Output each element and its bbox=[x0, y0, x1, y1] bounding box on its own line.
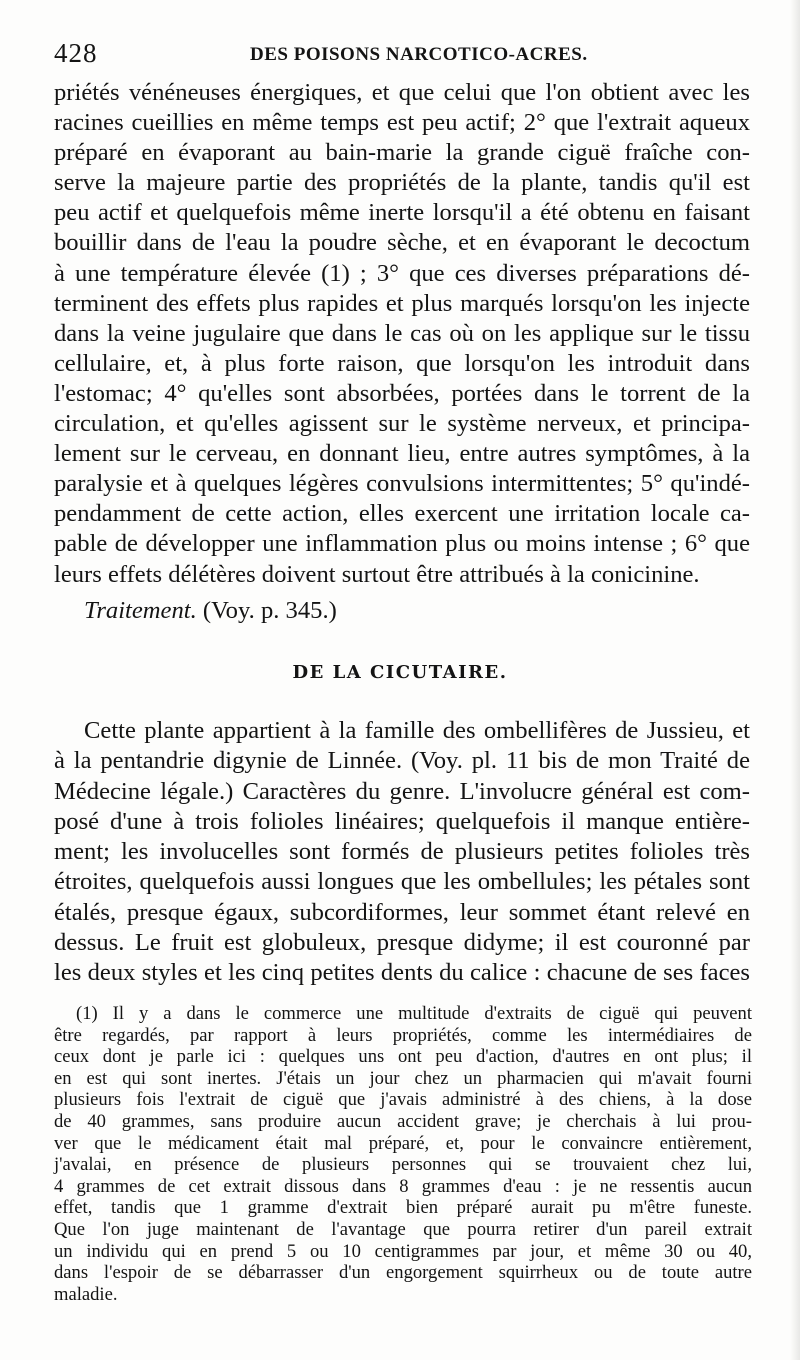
section-line: Médecine légale.) Caractères du genre. L'involucre général est com- bbox=[54, 777, 750, 805]
section-line: Cette plante appartient à la famille des ombellifères de Jussieu, et bbox=[84, 717, 750, 744]
section-heading: DE LA CICUTAIRE. bbox=[292, 662, 508, 683]
footnote bbox=[54, 1003, 752, 1305]
footnote-line: Que l'on juge maintenant de l'avantage que pourra retirer d'un pareil extrait bbox=[54, 1218, 752, 1240]
body-line: pable de développer une inflammation plus ou moins intense ; 6° que bbox=[54, 530, 750, 558]
body-line: pendamment de cette action, elles exercent une irritation locale ca- bbox=[54, 500, 750, 528]
section-line: étalés, presque égaux, subcordiformes, leur sommet étant relevé en bbox=[54, 898, 750, 926]
footnote-line: de 40 grammes, sans produire aucun accident grave; je cherchais à lui prou- bbox=[54, 1110, 752, 1132]
body-line: cellulaire, et, à plus forte raison, que lorsqu'on les introduit dans bbox=[54, 349, 750, 377]
section-line: étroites, quelquefois aussi longues que les ombellules; les pétales sont bbox=[54, 868, 750, 896]
body-line: l'estomac; 4° qu'elles sont absorbées, portées dans le torrent de la bbox=[54, 379, 750, 407]
section-line: à la pentandrie digynie de Linnée. (Voy. pl. 11 bis de mon Traité de bbox=[54, 747, 750, 775]
footnote-line: j'avalai, en présence de plusieurs personnes qui se trouvaient chez lui, bbox=[54, 1154, 752, 1176]
body-line: dans la veine jugulaire que dans le cas où on les applique sur le tissu bbox=[54, 319, 750, 347]
footnote-line: en est qui sont inertes. J'étais un jour chez un pharmacien qui m'avait fourni bbox=[54, 1067, 752, 1089]
body-line: préparé en évaporant au bain-marie la grande ciguë fraîche con- bbox=[54, 139, 750, 167]
body-line: paralysie et à quelques légères convulsions intermittentes; 5° qu'indé- bbox=[54, 470, 750, 498]
body-line: à une température élevée (1) ; 3° que ces diverses préparations dé- bbox=[54, 259, 750, 287]
running-title: DES POISONS NARCOTICO-ACRES. bbox=[250, 44, 588, 65]
footnote-line: dans l'espoir de se débarrasser d'un engorgement squirrheux ou de toute autre bbox=[54, 1262, 752, 1284]
page-number: 428 bbox=[54, 38, 98, 68]
footnote-line: un individu qui en prend 5 ou 10 centigrammes par jour, et même 30 ou 40, bbox=[54, 1240, 752, 1262]
body-line: racines cueillies en même temps est peu actif; 2° que l'extrait aqueux bbox=[54, 109, 750, 137]
treatment-reference bbox=[84, 596, 337, 626]
section-line: posé d'une à trois folioles linéaires; quelquefois il manque entière- bbox=[54, 807, 750, 835]
body-line: lement sur le cerveau, en donnant lieu, entre autres symptômes, à la bbox=[54, 440, 750, 468]
page-edge-shadow bbox=[790, 0, 800, 1360]
body-paragraph bbox=[54, 78, 750, 590]
body-line: circulation, et qu'elles agissent sur le système nerveux, et principa- bbox=[54, 410, 750, 438]
treatment-label: Traitement. bbox=[84, 597, 197, 624]
footnote-line: être regardés, par rapport à leurs propriétés, comme les intermédiaires de bbox=[54, 1024, 752, 1046]
treatment-text: (Voy. p. 345.) bbox=[196, 597, 337, 624]
body-line: terminent des effets plus rapides et plus marqués lorsqu'on les injecte bbox=[54, 289, 750, 317]
footnote-line: ver que le médicament était mal préparé, et, pour le convaincre entièrement, bbox=[54, 1132, 752, 1154]
body-line: bouillir dans de l'eau la poudre sèche, et en évaporant le decoctum bbox=[54, 229, 750, 257]
section-paragraph bbox=[54, 716, 750, 989]
footnote-line: effet, tandis que 1 gramme d'extrait bien préparé aurait pu m'être funeste. bbox=[54, 1197, 752, 1219]
footnote-line: 4 grammes de cet extrait dissous dans 8 grammes d'eau : je ne ressentis aucun bbox=[54, 1175, 752, 1197]
section-line: les deux styles et les cinq petites dents du calice : chacune de ses faces bbox=[54, 959, 750, 987]
footnote-line: plusieurs fois l'extrait de ciguë que j'avais administré à des chiens, à la dose bbox=[54, 1089, 752, 1111]
body-line: leurs effets délétères doivent surtout être attribués à la conicinine. bbox=[54, 560, 700, 588]
body-line: serve la majeure partie des propriétés de la plante, tandis qu'il est bbox=[54, 169, 750, 197]
body-line: peu actif et quelquefois même inerte lorsqu'il a été obtenu en faisant bbox=[54, 199, 750, 227]
footnote-line: ceux dont je parle ici : quelques uns ont peu d'action, d'autres en ont plus; il bbox=[54, 1046, 752, 1068]
body-line: priétés vénéneuses énergiques, et que celui que l'on obtient avec les bbox=[54, 79, 750, 106]
section-line: ment; les involucelles sont formés de plusieurs petites folioles très bbox=[54, 838, 750, 866]
page-header bbox=[52, 38, 752, 78]
footnote-line: (1) Il y a dans le commerce une multitude d'extraits de ciguë qui peuvent bbox=[76, 1003, 752, 1024]
footnote-line: maladie. bbox=[54, 1283, 118, 1305]
section-line: dessus. Le fruit est globuleux, presque didyme; il est couronné par bbox=[54, 929, 750, 957]
